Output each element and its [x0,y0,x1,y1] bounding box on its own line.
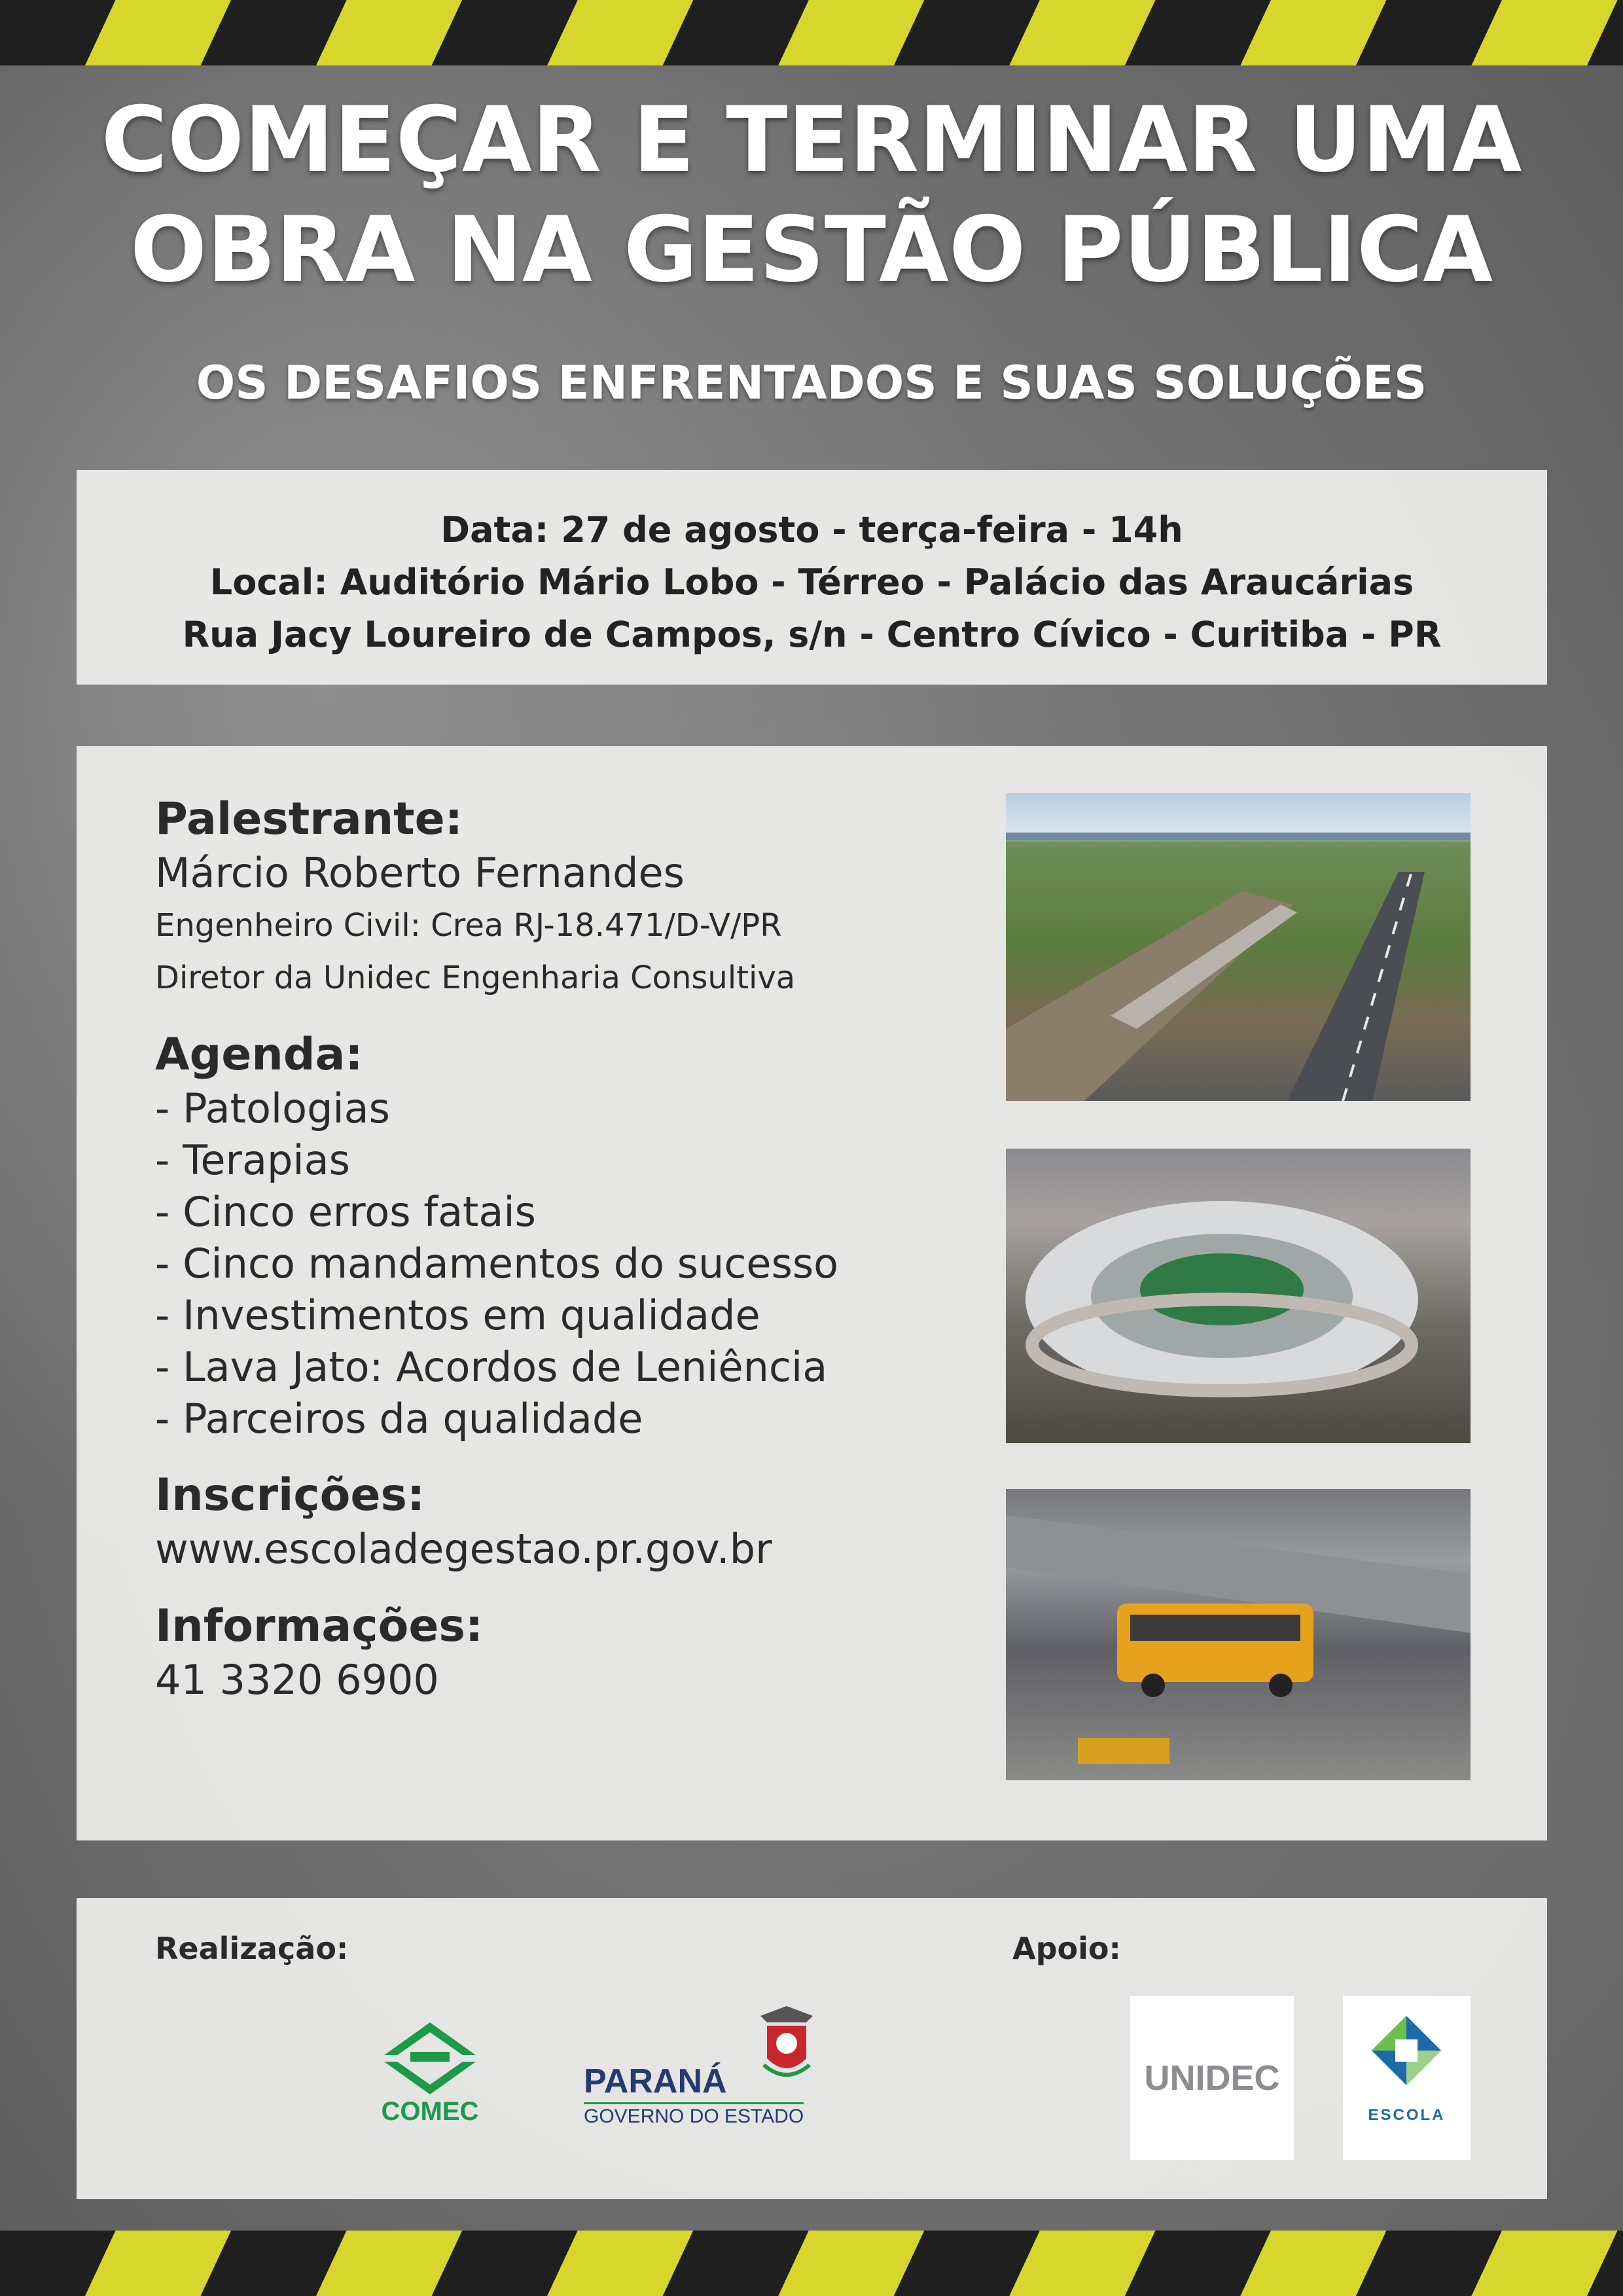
speaker-name: Márcio Roberto Fernandes [155,849,685,897]
unidec-logo [1130,1996,1294,2160]
escola-logo-text: ESCOLA [1368,2106,1446,2124]
main-content-panel [77,746,1547,1840]
contact-phone: 41 3320 6900 [155,1656,439,1704]
title-line-1: COMEÇAR E TERMINAR UMA [101,87,1522,192]
parana-coat-of-arms-icon [747,2003,826,2088]
bus-accident-photo [1006,1489,1471,1780]
hazard-stripes-bottom [0,2231,1623,2296]
agenda-item: - Investimentos em qualidade [155,1291,760,1339]
page-title [0,85,1623,305]
details-column [155,792,1006,1730]
unidec-logo-text: UNIDEC [1144,2058,1280,2098]
escola-de-gestao-logo [1343,1996,1471,2160]
agenda-item: - Cinco erros fatais [155,1188,536,1236]
agenda-item: - Parceiros da qualidade [155,1395,643,1443]
event-date: Data: 27 de agosto - terça-feira - 14h [440,509,1183,550]
comec-logo [358,2016,502,2134]
hazard-stripes-top [0,0,1623,65]
registration-link[interactable]: www.escoladegestao.pr.gov.br [155,1525,772,1573]
agenda-heading: Agenda: [155,1029,363,1081]
speaker-role: Diretor da Unidec Engenharia Consultiva [155,960,796,996]
title-line-2: OBRA NA GESTÃO PÚBLICA [130,197,1493,302]
registration-section [155,1468,1006,1575]
agenda-section [155,1028,1006,1444]
event-location: Local: Auditório Mário Lobo - Térreo - Palácio das Araucárias [209,562,1414,603]
speaker-heading: Palestrante: [155,793,463,845]
realizacao-label: Realização: [155,1931,349,1966]
stadium-construction-photo [1006,1149,1471,1443]
agenda-item: - Lava Jato: Acordos de Leniência [155,1343,828,1391]
comec-mark-icon [371,2016,489,2094]
contact-section [155,1599,1006,1706]
contact-heading: Informações: [155,1600,484,1652]
apoio-label: Apoio: [1012,1931,1121,1966]
escola-mark-icon [1343,2003,1471,2108]
parana-logo-subtitle: GOVERNO DO ESTADO [584,2102,804,2128]
footer-panel [77,1898,1547,2199]
parana-logo-name: PARANÁ [584,2062,727,2100]
agenda-item: - Patologias [155,1085,390,1132]
speaker-section [155,792,1006,1004]
speaker-credential: Engenheiro Civil: Crea RJ-18.471/D-V/PR [155,907,782,944]
highway-construction-photo [1006,793,1471,1101]
event-info-panel [77,470,1547,685]
page-subtitle: OS DESAFIOS ENFRENTADOS E SUAS SOLUÇÕES [196,356,1427,410]
parana-government-logo [584,2016,832,2134]
comec-logo-text: COMEC [381,2097,479,2126]
agenda-item: - Terapias [155,1136,350,1184]
event-address: Rua Jacy Loureiro de Campos, s/n - Centro Cívico - Curitiba - PR [182,614,1442,655]
agenda-item: - Cinco mandamentos do sucesso [155,1240,839,1287]
registration-heading: Inscrições: [155,1469,425,1521]
